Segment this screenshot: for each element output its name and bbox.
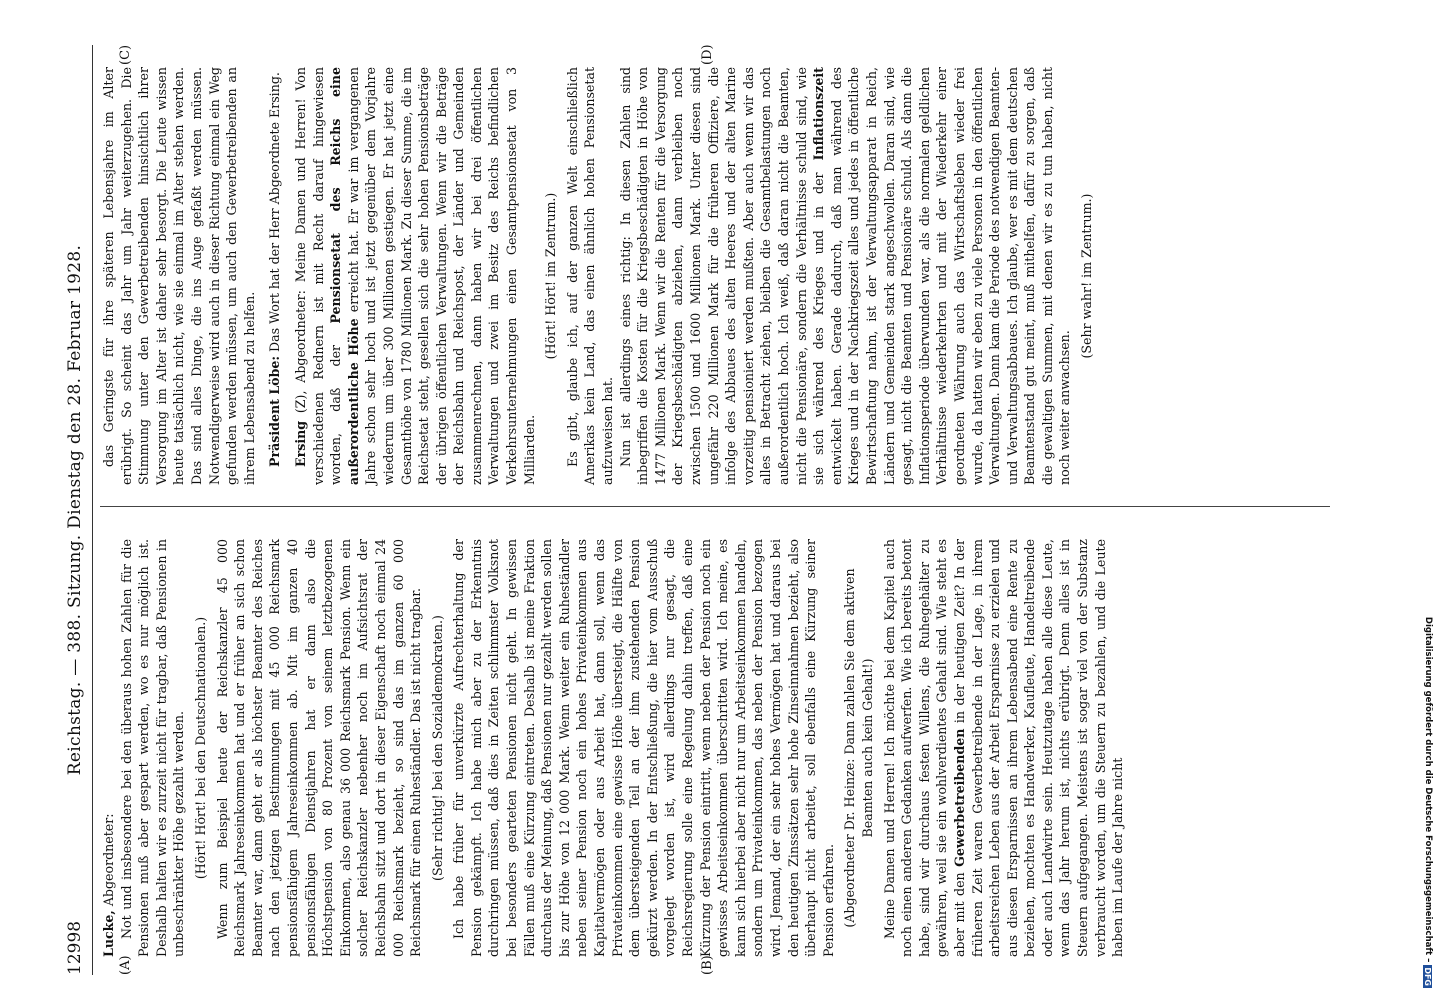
paragraph: Not und insbesondere bei den überaus hohen Zahlen für die Pensionen muß aber gespart werden, wo es nur möglich ist. Deshalb halten wir es zurzeit nicht für tragbar, daß Pensionen in unbeschränkter Höhe gezahlt werden. bbox=[118, 539, 187, 957]
paragraph bbox=[881, 539, 1127, 957]
speaker-role: (Z), Abgeordneter: bbox=[292, 290, 308, 414]
paragraph: das Geringste für ihre späteren Lebensjahre im Alter erübrigt. So scheint das Jahr um Jahr weiterzugehen. Die Stimmung unter den Gewerbetreibenden hinsichtlich ihrer Versorgung im Alter ist daher sehr besorgt. Die Leute wissen heute tatsächlich nicht, wie sie einmal im Alter stehen werden. Das sind alles Dinge, die ins Auge gefaßt werden müssen. Notwendigerweise wird auch in dieser Richtung einmal ein Weg gefunden werden müssen, um auch den Gewerbetreibenden an ihrem Lebensabend zu helfen. bbox=[101, 67, 257, 485]
text-run: Nun ist allerdings eines richtig: In diesen Zahlen sind inbegriffen die Kosten für die Kriegsbeschädigten in Höhe von 1477 Millionen Mark. Wenn wir die Renten für die Versorgung der Kriegsbeschädigten abziehen, dann verbleiben noch zwischen 1500 und 1600 Millionen Mark. Unter diesen sind ungefähr 220 Millionen Mark für die früheren Offiziere, die infolge des Abbaues des alten Heeres und der alten Marine vorzeitig pensioniert werden mußten. Aber auch wenn wir das alles in Betracht ziehen, bleiben die Gesamtbelastungen noch außerordentlich hoch. Ich weiß, daß daran nicht die Beamten, nicht die Pensionäre, sondern die Verhältnisse schuld sind, wie sie sich während des Krieges und in der bbox=[617, 67, 827, 485]
text-run: entwickelt haben. Gerade dadurch, daß man während des Krieges und in der Nachkriegszeit alles und jedes in öffentliche Bewirtschaftung nahm, ist der Verwaltungsapparat in Reich, Ländern und Gemeinden stark angeschwollen. Daran sind, wie gesagt, nicht die Beamten und Pensionäre schuld. Als dann die Inflationsperiode überwunden war, als die normalen geldlichen Verhältnisse wiederkehrten und mit der Wiederkehr einer geordneten Währung auch das Wirtschaftsleben wieder frei wurde, da hatten wir eben zu viele Personen in den öffentlichen Verwaltungen. Dann kam die Periode des notwendigen Beamten- und Verwaltungsabbaues. Ich glaube, wer es mit dem deutschen Beamtenstand gut meint, muß mithelfen, dafür zu sorgen, daß die gewaltigen Summen, mit denen wir es zu tun haben, nicht noch weiter anwachsen. bbox=[828, 67, 1073, 485]
digitization-credit bbox=[1418, 8, 1434, 988]
paragraph: Es gibt, glaube ich, auf der ganzen Welt einschließlich Amerikas kein Land, das einen ähnlich hohen Pensionsetat aufzuweisen hat. bbox=[564, 67, 616, 485]
text-run: Meine Damen und Herren! Von verschiedenen Rednern ist mit Recht darauf hingewiesen worden, daß der bbox=[292, 67, 344, 485]
speaker-line bbox=[100, 539, 118, 957]
margin-marker-a: (A) bbox=[118, 955, 133, 975]
paragraph bbox=[617, 67, 1074, 485]
page-number: 12998 bbox=[65, 920, 85, 975]
text-run: Meine Damen und Herren! Ich möchte bei dem Kapitel auch noch einen anderen Gedanken aufwerfen. Wie ich bereits betont habe, sind wir durchaus festen Willens, die Ruhegehälter zu gewähren, weil sie ein wohlverdientes Gehalt sind. Wie steht es aber mit den bbox=[881, 539, 967, 957]
margin-marker-d: (D) bbox=[700, 44, 715, 65]
bold-term: Pensionsetat des Reichs eine außerordentliche Höhe bbox=[328, 67, 361, 485]
credit-text: Digitalisierung gefördert durch die Deutsche Forschungsgemeinschaft – bbox=[1423, 616, 1433, 963]
interjection: (Sehr richtig! bei den Sozialdemokraten.) bbox=[429, 615, 445, 881]
speaker-name: Lucke, bbox=[101, 910, 116, 957]
dfg-logo: DFG bbox=[1423, 967, 1433, 986]
president-name: Präsident Löbe: bbox=[267, 355, 283, 467]
left-column bbox=[100, 539, 1127, 957]
speaker-name: Ersing bbox=[292, 420, 308, 467]
speaker-role: Abgeordneter: bbox=[101, 813, 116, 907]
page-title: Reichstag. — 388. Sitzung. Dienstag den 28. Februar 1928. bbox=[65, 244, 85, 776]
rotated-page bbox=[60, 45, 1350, 975]
interjection: (Sehr wahr! im Zentrum.) bbox=[1079, 193, 1095, 359]
bold-term: Gewerbetreibenden bbox=[951, 728, 967, 867]
interjection: (Hört! Hört! im Zentrum.) bbox=[543, 192, 559, 360]
margin-marker-c: (C) bbox=[118, 44, 133, 65]
page-header bbox=[60, 45, 90, 975]
credit-text-wrap bbox=[1418, 8, 1434, 988]
text-run: erreicht hat. Er war im vergangenen Jahre schon sehr hoch und ist jetzt gegenüber dem Vorjahre wiederum um über 300 Millionen gestiegen. Er hat jetzt eine Gesamthöhe von 1780 Millionen Mark. Zu dieser Summe, die im Reichsetat steht, gesellen sich die sehr hohen Pensionsbeträge der übrigen öffentlichen Verwaltungen. Wenn wir die Beträge der Reichsbahn und Reichspost, der Länder und Gemeinden zusammenrechnen, dann haben wir bei drei öffentlichen Verwaltungen und zwei im Besitz des Reichs befindlichen Verkehrsunternehmungen einen Gesamtpensionsetat von 3 Milliarden. bbox=[345, 67, 537, 485]
column-divider bbox=[100, 506, 1330, 507]
interjection: (Hört! Hört! bei den Deutschnationalen.) bbox=[192, 616, 208, 880]
president-line bbox=[266, 67, 284, 485]
header-rule bbox=[92, 45, 93, 975]
text-run: in der heutigen Zeit? In der früheren Zeit waren Gewerbetreibende in der Lage, in ihrem arbeitsreichen Leben aus der Arbeit Ersparnisse zu erzielen und aus diesen Ersparnissen an ihrem Lebensabend eine Rente zu beziehen, mochten es Handwerker, Kaufleute, Handeltreibende oder auch Landwirte sein. Heutzutage haben alle diese Leute, wenn das Jahr herum ist, nichts erübrigt. Denn alles ist in Steuern aufgegangen. Meistens ist sogar viel von der Substanz verbraucht worden, um die Steuern zu bezahlen, und die Leute haben im Laufe der Jahre nicht bbox=[951, 539, 1126, 957]
margin-marker-b: (B) bbox=[700, 955, 715, 975]
right-column bbox=[100, 67, 1100, 485]
speaker-paragraph bbox=[292, 67, 538, 485]
paragraph: Ich habe früher für unverkürzte Aufrechterhaltung der Pension gekämpft. Ich habe mich aber zu der Erkenntnis durchringen müssen, daß dies in Zeiten schlimmster Volksnot bei besonders gearteten Pensionen nicht geht. In gewissen Fällen muß eine Kürzung eintreten. Deshalb ist meine Fraktion durchaus der Meinung, daß Pensionen nur gezahlt werden sollen bis zur Höhe von 12 000 Mark. Wenn weiter ein Ruheständler neben seiner Pension noch ein hohes Privateinkommen aus Kapitalvermögen oder aus Arbeit hat, dann soll, wenn das Privateinkommen eine gewisse Höhe übersteigt, die Hälfte von dem übersteigenden Teil an der ihm zustehenden Pension gekürzt werden. In der Entschließung, die hier vom Ausschuß vorgelegt worden ist, wird allerdings nur gesagt, die Reichsregierung solle eine Regelung dahin treffen, daß eine Kürzung der Pension eintritt, wenn neben der Pension noch ein gewisses Arbeitseinkommen überschritten wird. Ich meine, es kann sich hierbei aber nicht nur um Arbeitseinkommen handeln, sondern um Privateinkommen, das neben der Pension bezogen wird. Jemand, der ein sehr hohes Vermögen hat und daraus bei den heutigen Zinssätzen sehr hohe Zinseinnahmen bezieht, also überhaupt nicht arbeitet, soll ebenfalls eine Kürzung seiner Pension erfahren. bbox=[451, 539, 836, 957]
bold-term: Inflationszeit bbox=[811, 67, 827, 161]
paragraph: Wenn zum Beispiel heute der Reichskanzler 45 000 Reichsmark Jahreseinkommen hat und er früher an sich schon Beamter war, dann geht er als höchster Beamter des Reiches nach den jetzigen Bestimmungen mit 45 000 Reichsmark pensionsfähigem Jahreseinkommen ab. Mit im ganzen 40 pensionsfähigen Dienstjahren hat er dann also die Höchstpension von 80 Prozent von seinem letztbezogenen Einkommen, also genau 36 000 Reichsmark Pension. Wenn ein solcher Reichskanzler nebenher noch im Aufsichtsrat der Reichsbahn sitzt und dort in dieser Eigenschaft noch einmal 24 000 Reichsmark bezieht, so sind das im ganzen 60 000 Reichsmark für einen Ruheständler. Das ist nicht tragbar. bbox=[214, 539, 424, 957]
president-text: Das Wort hat der Herr Abgeordnete Ersing. bbox=[267, 72, 283, 352]
interjection: (Abgeordneter Dr. Heinze: Dann zahlen Sie dem aktiven Beamten auch kein Gehalt!) bbox=[842, 568, 875, 928]
